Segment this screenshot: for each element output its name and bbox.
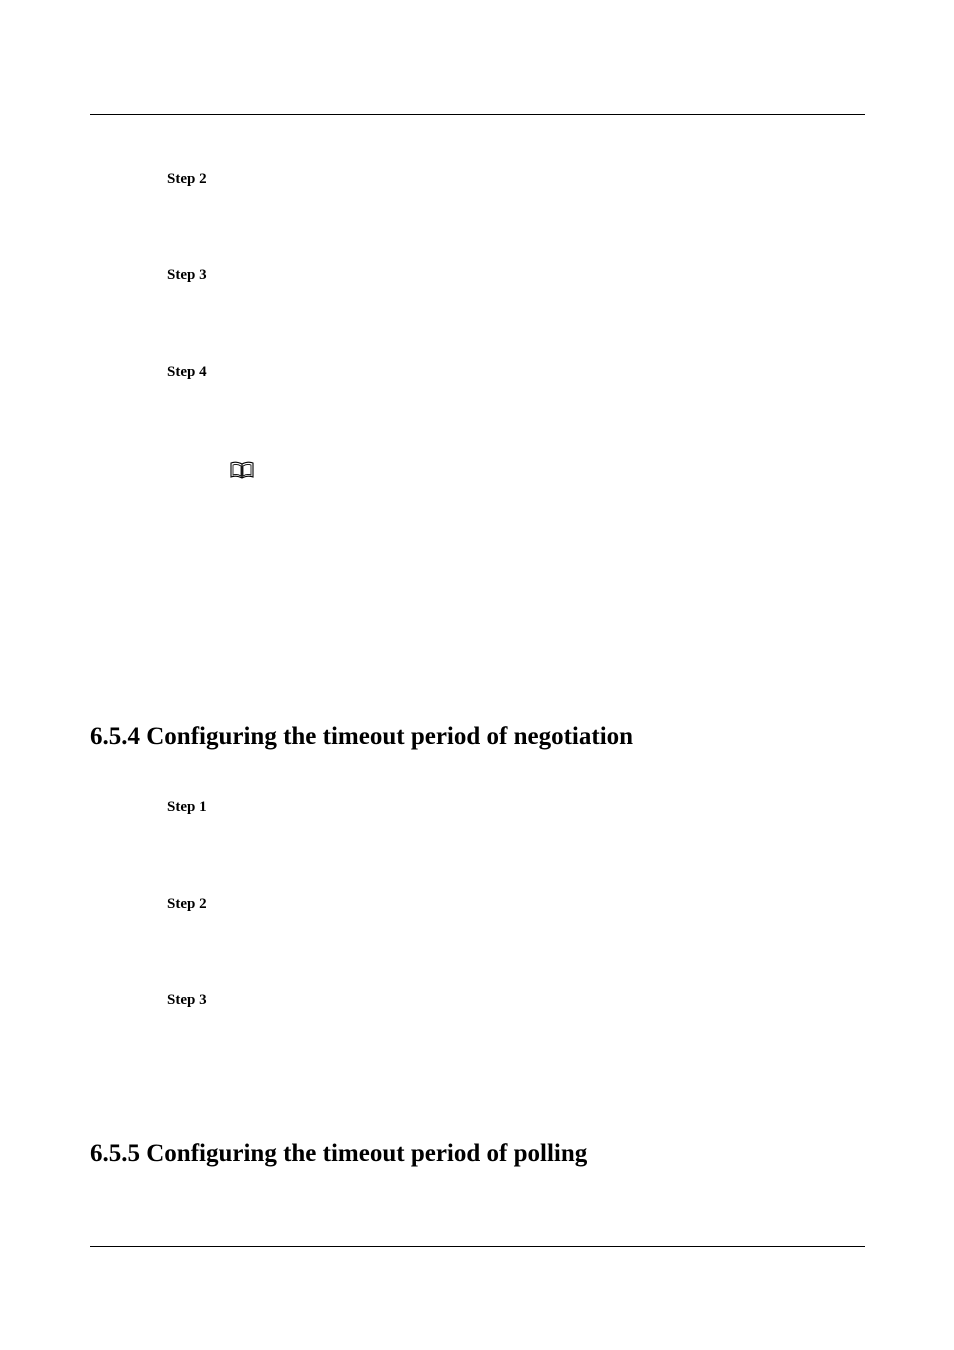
- header-rule: [90, 114, 865, 115]
- step-label: Step 2: [167, 171, 207, 187]
- step-label: Step 2: [167, 896, 207, 912]
- section-heading: 6.5.5 Configuring the timeout period of polling: [90, 1140, 588, 1167]
- step-label: Step 4: [167, 364, 207, 380]
- step-label: Step 3: [167, 267, 207, 283]
- section-heading: 6.5.4 Configuring the timeout period of negotiation: [90, 723, 634, 750]
- book-icon: [229, 460, 255, 480]
- footer-rule: [90, 1246, 865, 1247]
- step-label: Step 1: [167, 799, 207, 815]
- step-label: Step 3: [167, 992, 207, 1008]
